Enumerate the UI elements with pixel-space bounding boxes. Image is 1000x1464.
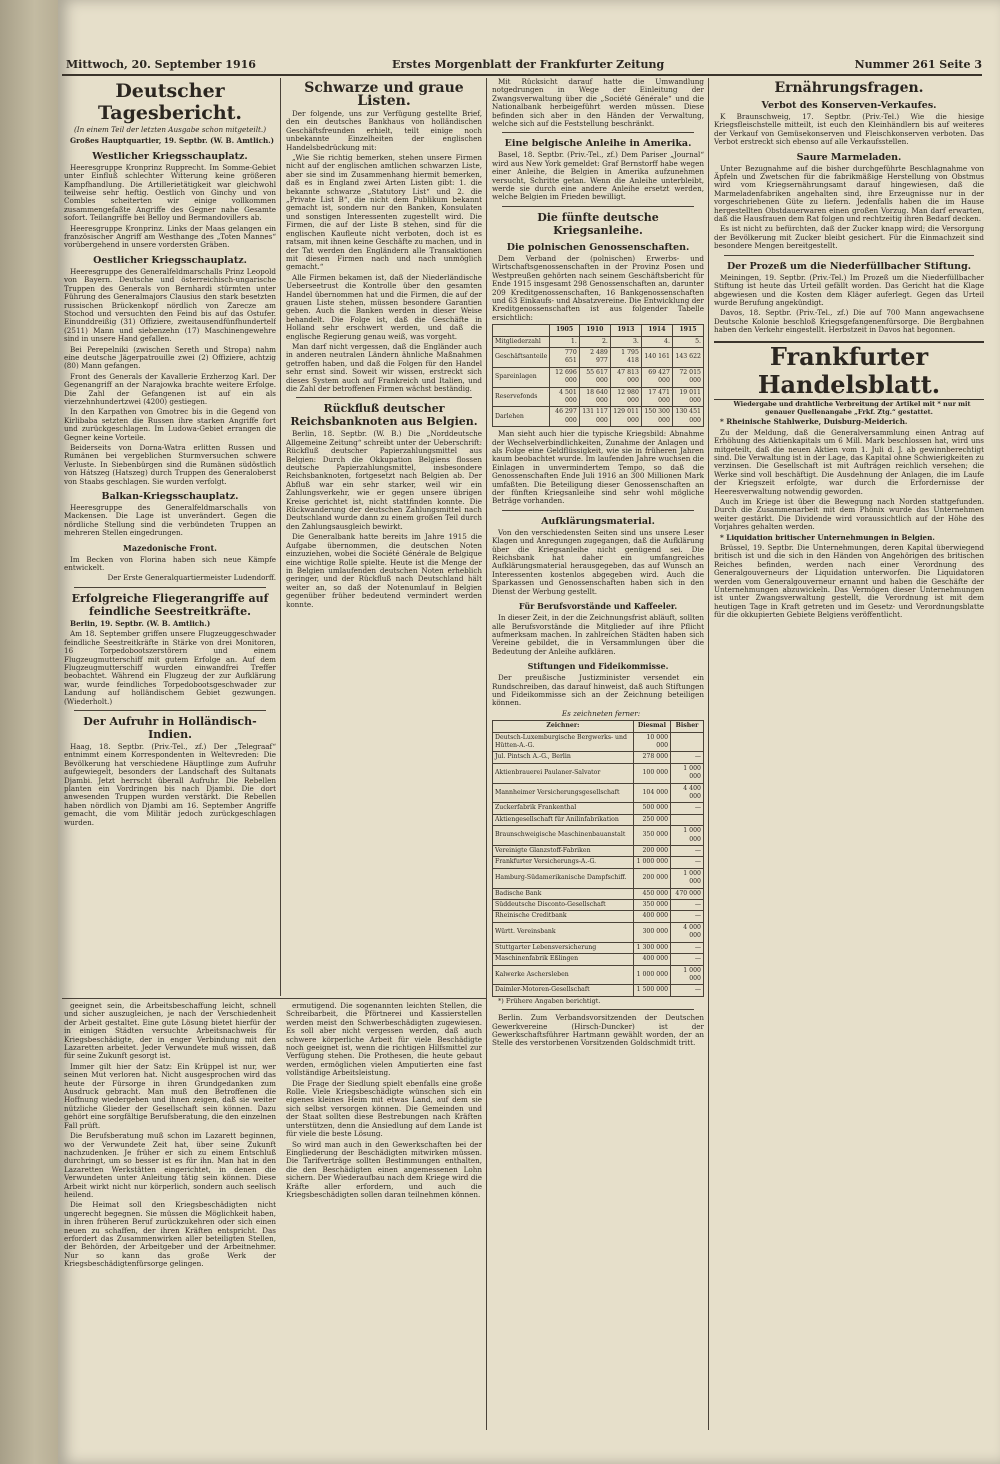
divider [74,587,266,588]
table-header-cell: 1914 [641,325,672,336]
headline-fliegerangriffe: Erfolgreiche Fliegerangriffe auf feindliche Seestreitkräfte. [71,591,269,618]
table-cell: Kalwerke Aschersleben [493,965,634,985]
paragraph: Bei Perepelniki (zwischen Sereth und Stropa) nahm eine deutsche Jägerpatrouille zwei (2) Offiziere, achtzig (80) Mann gefangen. [64,344,276,371]
table-cell [671,814,704,825]
table-cell: 72 015 000 [672,367,703,387]
table-cell: 1 000 000 [671,965,704,985]
table-cell: 19 011 000 [672,387,703,407]
table-row [493,752,704,763]
paragraph: geeignet sein, die Arbeitsbeschaffung leicht, schnell und sicher auszugleichen, je nach der Verschiedenheit der Arbeit gestaltet. Eine gute Lösung bietet hierfür der in einigen Städten versuchte Arbeitsnachweis für Kriegsbeschädigte, der in enger Verbindung mit den Lazaretten arbeitet. Jeder Verwundete muß wissen, daß für seine Zukunft gesorgt ist. [64,1002,276,1061]
table-header-row [493,721,704,732]
paragraph: Mit Rücksicht darauf hatte die Umwandlung notgedrungen in Wege der Einleitung der Zwangsverwaltung über die „Société Générale“ und die Nationalbank herbeigeführt werden müssen. Diese befinden sich aber in den Händen der Verwaltung, welche sich auf die Feststellung beschränkt. [492,78,704,129]
paragraph: Man sieht auch hier die typische Kriegsbild: Abnahme der Wechselverbindlichkeiten, Zunahme der Anlagen und als Folge eine Geldflüssigkeit, wie sie in früheren Jahren kaum beobachtet wurde. Im laufenden Jahre wuchsen die Einlagen in unvermindertem Tempo, so daß die Genossenschaften Ende Juli 1916 an 300 Millionen Mark umfaßten. Die Beteiligung dieser Genossenschaften an der fünften Kriegsanleihe sind sehr wohl mögliche Beträge vorhanden. [492,429,704,506]
table-cell: 3. [610,336,641,347]
table-cell: 450 000 [633,888,670,899]
divider [502,206,694,207]
table-cell: 5. [672,336,703,347]
table-cell: 130 451 000 [672,407,703,427]
table-row [493,985,704,996]
paragraph: Im Becken von Florina haben sich neue Kämpfe entwickelt. [64,554,276,573]
paragraph: Es ist nicht zu befürchten, daß der Zucker knapp wird; die Versorgung der Bevölkerung mit Zucker bleibt gesichert. Für die Einmachzeit sind besondere Mengen bereitgestellt. [714,224,984,251]
handelsblatt-subtitle: Wiedergabe und drahtliche Verbreitung der Artikel mit * nur mit genauer Quellenangabe „Frkf. Ztg.“ gestattet. [733,399,971,416]
table-cell: Jul. Pintsch A.-G., Berlin [493,752,634,763]
table-cell: Geschäftsanteile [493,347,550,367]
headline-aufruhr: Der Aufruhr in Holländisch-Indien. [83,714,257,741]
paragraph: Zu der Meldung, daß die Generalversammlung einen Antrag auf Erhöhung des Aktienkapitals um 6 Mill. Mark beschlossen hat, wird uns mitgeteilt, daß die neuen Aktien vom 1. Juli d. J. ab gewinnberechtigt sind. Die Verwaltung ist in der Lage, das Kapital ohne Schwierigkeiten zu verzinsen. Die Gesellschaft ist mit Aufträgen reichlich versehen; die Werke sind voll beschäftigt. Die Ausdehnung der Anlagen, die im Laufe der Kriegszeit erfolgte, war durch die Erfordernisse der Heeresverwaltung notwendig geworden. [714,427,984,496]
paragraph: Der folgende, uns zur Verfügung gestellte Brief, den ein deutsches Bankhaus von holländischen Geschäftsfreunden erhielt, teilt einige noch unbekannte Einzelheiten der englischen Handelsbedrückung mit: [286,109,482,152]
table-cell: 4 400 000 [671,783,704,803]
table-cell: 278 000 [633,752,670,763]
paragraph: In dieser Zeit, in der die Zeichnungsfrist abläuft, sollten alle Berufsvorstände die Mitglieder auf ihre Pflicht aufmerksam machen. In zahlreichen Städten haben sich Vereine gebildet, die in Versammlungen über die Bedeutung der Anleihe aufklären. [492,613,704,656]
table-cell: 140 161 [641,347,672,367]
table-row [493,407,704,427]
table-cell: 1 000 000 [671,826,704,846]
table-cell: 10 000 000 [633,732,670,752]
table-row [493,868,704,888]
paragraph: Alle Firmen bekamen ist, daß der Niederländische Ueberseetrust die Kontrolle über den gesamten Handel übernommen hat und die Firmen, die auf der grauen Liste stehen, müssen besondere Garantien geben. Auch die Banken werden in dieser Weise behandelt. Die Folge ist, daß die Geschäfte in Holland sehr erschwert werden, und daß die englische Regierung genau weiß, was vorgeht. [286,272,482,341]
masthead-paper: Erstes Morgenblatt der Frankfurter Zeitung [392,58,665,71]
column-rule [280,78,281,996]
genossenschaften-table [492,324,704,427]
table-cell: Mitgliederzahl [493,336,550,347]
table-row [493,336,704,347]
table-cell: Deutsch-Luxemburgische Bergwerks- und Hütten-A.-G. [493,732,634,752]
table-cell: Reservefonds [493,387,550,407]
paragraph: Beiderseits von Dorna-Watra erlitten Russen und Rumänen bei vergeblichen Sturmversuchen schwere Verluste. In Siebenbürgen sind die Rumänen südöstlich von Hátszeg (Hatszeg) durch Truppen des Generaloberst von Staabs geschlagen. Sie wurden verfolgt. [64,443,276,486]
paragraph: Auch im Kriege ist über die Bewegung nach Norden stattgefunden. Durch die Zusammenarbeit mit dem Phönix wurde das Unternehmen weiter gestärkt. Die Dividende wird voraussichtlich auf der Höhe des Vorjahres gehalten werden. [714,497,984,532]
signature: Der Erste Generalquartiermeister Ludendorff. [107,573,276,583]
table-cell: Aktienbrauerei Paulaner-Salvator [493,763,634,783]
paragraph: Die Berufsberatung muß schon im Lazarett beginnen, wo der Verwundete Zeit hat, über seine Zukunft nachzudenken. Je früher er sich zu einem Entschluß durchringt, um so besser ist es für ihn. Man hat in den Lazaretten Werkstätten eingerichtet, in denen die Verwundeten unter Anleitung tätig sein können. Diese Arbeit wirkt nicht nur körperlich, sondern auch seelisch heilend. [64,1131,276,1199]
paragraph: Die Heimat soll den Kriegsbeschädigten nicht ungerecht begegnen. Sie müssen die Möglichkeit haben, in ihren früheren Beruf zurückzukehren oder sich einen neuen zu schaffen, der ihren Kräften entspricht. Das erfordert das Zusammenwirken aller beteiligten Stellen, der Behörden, der Arbeitgeber und der Arbeitnehmer. Nur so kann das große Werk der Kriegsbeschädigtenfürsorge gelingen. [64,1200,276,1269]
heading-marmeladen: Saure Marmeladen. [796,151,902,163]
table-cell: 1 000 000 [671,763,704,783]
table-cell: 1 300 000 [633,942,670,953]
table-cell: 500 000 [633,803,670,814]
headline-prozess: Der Prozeß um die Niederfüllbacher Stiftung. [726,260,972,272]
table-row [493,965,704,985]
table-cell: — [671,942,704,953]
headline-aufklaerung: Aufklärungsmaterial. [541,515,655,527]
column-3 [492,78,704,1430]
paragraph: Dem Verband der (polnischen) Erwerbs- und Wirtschaftsgenossenschaften in der Provinz Posen und Westpreußen gehörten nach seinem Geschäftsbericht für Ende 1915 insgesamt 298 Genossenschaften an, darunter 209 Kreditgenossenschaften, 16 Bankgenossenschaften und 63 Einkaufs- und Absatzvereine. Die Entwicklung der Kreditgenossenschaften ist aus folgender Tabelle ersichtlich: [492,253,704,322]
heading-oestlicher: Oestlicher Kriegsschauplatz. [93,254,247,266]
paragraph: Heeresgruppe des Generalfeldmarschalls Prinz Leopold von Bayern. Deutsche und österreichisch-ungarische Truppen des Generals von Bernhardi stürmten unter Führung des Generalmajors Clausius den stark besetzten russischen Brückenkopf nördlich von Zarecze am Stochod und versuchten den Feind bis auf das Ostufer. Einunddreißig (31) Offiziere, zweitausendfünfhundertelf (2511) Mann und siebenzehn (17) Maschinengewehre sind in unsere Hand gefallen. [64,266,276,344]
zeichner-title: Es zeichneten ferner: [561,708,641,718]
paragraph: Haag, 18. Septbr. (Priv.-Tel., zf.) Der „Telegraaf“ entnimmt einem Korrespondenten in Weltevreden: Die Bevölkerung hat verschiedene Häuptlinge zum Aufruhr aufgewiegelt, besonders der Landschaft des Sultanats Djambi. Jetzt herrscht überall Aufruhr. Die Rebellen planten ein Vordringen bis nach Djambi. Die dort anwesenden Truppen wurden verstärkt. Die Rebellen haben nördlich von Djambi am 16. September Angriffe gemacht, die vom Militär jedoch zurückgeschlagen wurden. [64,741,276,827]
table-cell: 350 000 [633,900,670,911]
divider [296,397,472,398]
table-row [493,954,704,965]
divider [724,255,974,256]
table-cell: 18 640 000 [579,387,610,407]
table-cell: 250 000 [633,814,670,825]
table-cell: — [671,911,704,922]
table-cell [671,732,704,752]
headline-belgische-anleihe: Eine belgische Anleihe in Amerika. [504,138,692,150]
table-cell: 143 622 [672,347,703,367]
table-cell: 1 000 000 [633,857,670,868]
headline-genossenschaften: Die polnischen Genossenschaften. [506,241,690,253]
paragraph: Brüssel, 19. Septbr. Die Unternehmungen, deren Kapital überwiegend britisch ist und die sich in den Händen von Angehörigen des britischen Reiches befinden, werden nach einer Verordnung des Generalgouverneurs der Liquidation unterworfen. Die Liquidatoren werden vom Generalgouverneur ernannt und haben die Geschäfte der Unternehmungen abzuwickeln. Das Vermögen dieser Unternehmungen ist unter Zwangsverwaltung gestellt, die Verordnung ist mit dem heutigen Tage in Kraft getreten und im Gesetz- und Verordnungsblatte für die okkupierten Gebiete Belgiens veröffentlicht. [714,543,984,620]
table-cell: 400 000 [633,954,670,965]
paragraph: Am 18. September griffen unsere Flugzeuggeschwader feindliche Seestreitkräfte in Stärke von drei Monitoren, 16 Torpedobootszerstörern und einem Flugzeugmutterschiff mit gutem Erfolge an. Auf dem Flugzeugmutterschiff wurden einwandfrei Treffer beobachtet. Während ein Flugzeug der zur Aufklärung war, wurde feindliches Torpedobootsgeschwader zur Landung auf holländischem Gebiet gezwungen. (Wiederholt.) [64,629,276,706]
paragraph: So wird man auch in den Gewerkschaften bei der Eingliederung der Beschädigten mitwirken müssen. Die Tarifverträge sollten Bestimmungen enthalten, die den Beschädigten einen angemessenen Lohn sichern. Der Wiederaufbau nach dem Kriege wird die Kräfte aller erfordern, und auch die Kriegsbeschädigten sollen daran teilnehmen können. [286,1139,482,1199]
table-cell: Braunschweigische Maschinenbauanstalt [493,826,634,846]
heading-westlicher: Westlicher Kriegsschauplatz. [92,150,248,162]
paragraph: K Braunschweig, 17. Septbr. (Priv.-Tel.) Wie die hiesige Kriegsfleischstelle mitteilt, ist euch den Kleinhändlern bis auf weiteres der Verkauf von Gemüsekonserven und Fleischkonserven verboten. Das Verbot erstreckt sich ebenso auf alle Verkaufsstellen. [714,112,984,147]
table-header-cell: 1913 [610,325,641,336]
table-row [493,888,704,899]
headline-rueckfluss: Rückfluß deutscher Reichsbanknoten aus Belgien. [290,402,478,429]
table-header-cell: Diesmal [633,721,670,732]
heading-mazedonische: Mazedonische Front. [123,542,217,553]
table-cell: 1 000 000 [671,868,704,888]
table-cell: Rheinische Creditbank [493,911,634,922]
table-row [493,732,704,752]
divider [502,510,694,511]
table-row [493,367,704,387]
table-cell: 12 980 000 [610,387,641,407]
table-header-cell: 1915 [672,325,703,336]
paragraph: Heeresgruppe Kronprinz. Links der Maas gelangen ein französischer Angriff am Westhange des „Toten Mannes“ vorübergehend in unsere vordersten Gräben. [64,223,276,250]
table-cell: Süddeutsche Disconto-Gesellschaft [493,900,634,911]
paragraph: Basel, 18. Septbr. (Priv.-Tel., zf.) Dem Pariser „Journal“ wird aus New York gemeldet: Graf Bernstorff habe wegen einer Anleihe, die Belgien in Amerika aufzunehmen versucht, Schritte getan. Wenn die Anleihe unterbleibt, werde sie durch eine andere Anleihe ersetzt werden, welche Belgien im Frieden bewilligt. [492,150,704,202]
table-cell: — [671,752,704,763]
table-row [493,826,704,846]
paragraph: Front des Generals der Kavallerie Erzherzog Karl. Der Gegenangriff an der Narajowka brachte weitere Erfolge. Die Zahl der Gefangenen ist auf ein als vierzehnhundertzwei (4200) gestiegen. [64,371,276,406]
table-cell: Mannheimer Versicherungsgesellschaft [493,783,634,803]
table-header-cell: 1910 [579,325,610,336]
table-cell: Badische Bank [493,888,634,899]
table-row [493,900,704,911]
table-cell: 104 000 [633,783,670,803]
table-cell: Spareinlagen [493,367,550,387]
heading-liquidation: * Liquidation britischer Unternehmungen in Belgien. [720,532,935,542]
bottom-column-2 [286,1002,482,1432]
masthead [62,58,982,76]
table-cell: 200 000 [633,846,670,857]
column-rule [486,78,487,1430]
table-cell: 1 795 418 [610,347,641,367]
table-cell: 1 000 000 [633,965,670,985]
table-row [493,803,704,814]
table-cell: 4. [641,336,672,347]
column-1 [64,78,276,994]
paragraph: „Wie Sie richtig bemerken, stehen unsere Firmen nicht auf der englischen amtlichen schwarzen Liste, aber sie sind im Zusammenhang hiermit bemerken, daß es in England zwei Arten Listen gibt: 1. die bekannte schwarze „Statutory List“ und 2. die „Private List B“, die nicht dem Publikum bekannt gemacht ist, sondern nur den Banken, Konsulaten und sonstigen Interessenten zugestellt wird. Die Firmen, die auf der Liste B stehen, sind für die englischen Kaufleute nicht verboten, doch ist es ratsam, mit ihnen keine Geschäfte zu machen, und in der Tat werden den Engländern alle Transaktionen mit diesen Firmen nach und nach unmöglich gemacht.“ [286,153,482,272]
table-header-cell: 1905 [550,325,579,336]
paragraph: In den Karpathen von Gmotrec bis in die Gegend von Kirlibaba setzten die Russen ihre starken Angriffe fort und zurückgeschlagen. Im Ludowa-Gebiet errangen die Gegner keine Vorteile. [64,407,276,442]
table-cell: 770 651 [550,347,579,367]
table-cell: 55 617 000 [579,367,610,387]
zeichner-note: *) Frühere Angaben berichtigt. [498,996,601,1005]
table-cell: 46 297 000 [550,407,579,427]
table-cell: 2. [579,336,610,347]
paragraph: Die Frage der Siedlung spielt ebenfalls eine große Rolle. Viele Kriegsbeschädigte wünschen sich ein eigenes kleines Heim mit etwas Land, auf dem sie sich selbst versorgen können. Die Gemeinden und der Staat sollten diese Bestrebungen nach Kräften unterstützen, denn die Ansiedlung auf dem Lande ist für viele die beste Lösung. [286,1078,482,1139]
heading-stiftungen: Stiftungen und Fideikommisse. [527,661,669,672]
paragraph: ermutigend. Die sogenannten leichten Stellen, die Schreibarbeit, die Pförtnerei und Kassierstellen werden meist den Schwerbeschädigten zugewiesen. Es soll aber nicht vergessen werden, daß auch schwere körperliche Arbeit für viele Beschädigte noch geeignet ist, wenn die richtigen Hilfsmittel zur Verfügung stehen. Die Prothesen, die heute gebaut werden, ermöglichen vielen Amputierten eine fast vollständige Arbeitsleistung. [286,1002,482,1078]
paragraph: Davos, 18. Septbr. (Priv.-Tel., zf.) Die auf 700 Mann angewachsene Deutsche Kolonie beschloß Kriegsgefangenenfürsorge. Die Bergbahnen haben den Verkehr eingestellt. Herbstzeit in Davos hat begonnen. [714,308,984,335]
table-row [493,911,704,922]
table-header-cell: Bisher [671,721,704,732]
table-cell: Daimler-Motoren-Gesellschaft [493,985,634,996]
table-cell: — [671,857,704,868]
table-cell: 400 000 [633,911,670,922]
table-row [493,942,704,953]
table-cell: 47 813 000 [610,367,641,387]
table-cell: 470 000 [671,888,704,899]
table-cell: Darlehen [493,407,550,427]
table-cell: 200 000 [633,868,670,888]
headline-kriegsanleihe: Die fünfte deutsche Kriegsanleihe. [537,210,659,237]
divider [502,1009,694,1010]
table-cell: — [671,954,704,965]
table-cell: 129 011 000 [610,407,641,427]
heading-berufsvorstaende: Für Berufsvorstände und Kaffeeler. [518,601,678,612]
section-rule [62,998,486,999]
table-row [493,783,704,803]
table-cell: — [671,803,704,814]
column-2 [286,78,482,994]
tagesbericht-dateline: Großes Hauptquartier, 19. Septbr. (W. B. Amtlich.) [70,136,275,146]
table-cell: Zuckerfabrik Frankenthal [493,803,634,814]
table-row [493,922,704,942]
table-cell: Vereinigte Glanzstoff-Fabriken [493,846,634,857]
paragraph: Man darf nicht vergessen, daß die Engländer auch in anderen neutralen Ländern ähnliche Maßnahmen getroffen haben, und daß die Folgen für den Handel sehr ernst sind. Soweit wir wissen, erstreckt sich dieses System auch auf Frankreich und Italien, und die Zahl der betroffenen Firmen wächst beständig. [286,341,482,393]
paragraph: Der preußische Justizminister versendet ein Rundschreiben, das darauf hinweist, daß auch Stiftungen und Fideikommisse sich an der Zeichnung beteiligen können. [492,673,704,708]
table-cell: 150 300 000 [641,407,672,427]
table-row [493,387,704,407]
paragraph: Heeresgruppe des Generalfeldmarschalls von Mackensen. Die Lage ist unverändert. Gegen die nördliche Stellung sind die verbündeten Truppen an mehreren Stellen eingedrungen. [64,503,276,538]
table-cell: Frankfurter Versicherungs-A.-G. [493,857,634,868]
paragraph: Immer gilt hier der Satz: Ein Krüppel ist nur, wer seinen Mut verloren hat. Nicht ausgesprochen wird das heute der Fürsorge in ihren Grundgedanken zum Ausdruck gebracht. Man muß den Betroffenen die Hoffnung wiedergeben und ihnen zeigen, daß sie weiter nützliche Glieder der Gesellschaft sein können. Dazu gehört eine sorgfältige Berufsberatung, die den einzelnen Fall prüft. [64,1061,276,1130]
table-cell: 131 117 000 [579,407,610,427]
table-cell: — [671,846,704,857]
column-4 [714,78,984,1430]
paragraph: Berlin, 18. Septbr. (W. B.) Die „Norddeutsche Allgemeine Zeitung“ schreibt unter der Ueberschrift: Rückfluß deutscher Papierzahlungsmittel aus Belgien: Durch die Okkupation Belgiens flossen deutsche Papierzahlungsmittel, insbesondere Reichsbanknoten, fortgesetzt nach Belgien ab. Der Abfluß war ein sehr starker, weil wir ein Zahlungsverkehr, wie er gegen unsere übrigen Kreise gerichtet ist, nicht stattfinden konnte. Die Rückwanderung der deutschen Zahlungsmittel nach Deutschland wurde dann zu einem großen Teil durch den Zahlungsausgleich bewirkt. [286,429,482,531]
divider [74,710,266,711]
divider [502,132,694,133]
table-cell: 69 427 000 [641,367,672,387]
headline-schwarze-listen: Schwarze und graue Listen. [304,80,464,109]
table-cell: 300 000 [633,922,670,942]
masthead-date: Mittwoch, 20. September 1916 [66,58,256,71]
flieger-dateline: Berlin, 19. Septbr. (W. B. Amtlich.) [70,618,211,628]
bottom-column-1 [64,1002,276,1432]
paragraph: Unter Bezugnahme auf die bisher durchgeführte Beschlagnahme von Äpfeln und Zwetschen für die fabrikmäßige Herstellung von Obstmus wird vom Kriegsernährungsamt darauf hingewiesen, daß die Marmeladenfabriken angehalten sind, ihre Erzeugnisse nur in der vorgeschriebenen Güte zu liefern. Jedenfalls haben die im Hause hergestellten Obstdauerwaren einen großen Vorzug. Man darf erwarten, daß die Hausfrauen dem Rat folgen und rechtzeitig ihren Bedarf decken. [714,163,984,224]
column-rule [708,78,709,1430]
heading-rheinische-stahlwerke: * Rheinische Stahlwerke, Duisburg-Meiderich. [720,417,908,427]
paragraph: Die Generalbank hatte bereits im Jahre 1915 die Aufgabe übernommen, die deutschen Noten einzuziehen, wobei die Société Générale de Belgique eine wichtige Rolle spielte. Heute ist die Menge der in Belgien umlaufenden deutschen Noten erheblich geringer, und der Rückfluß nach Deutschland hält weiter an, so daß der Notenumlauf in Belgien gegenüber früher bedeutend vermindert werden konnte. [286,532,482,609]
table-cell: 350 000 [633,826,670,846]
table-cell: 17 471 000 [641,387,672,407]
table-row [493,814,704,825]
headline-ernaehrungsfragen: Ernährungsfragen. [774,80,924,96]
table-cell: 12 696 000 [550,367,579,387]
table-row [493,763,704,783]
heading-balkan: Balkan-Kriegsschauplatz. [101,491,239,503]
paragraph: Berlin. Zum Verbandsvorsitzenden der Deutschen Gewerkvereine (Hirsch-Duncker) ist der Gewerkschaftsführer Hartmann gewählt worden, der an Stelle des verstorbenen Vorsitzenden Goldschmidt tritt. [492,1013,704,1048]
table-header-cell: Zeichner: [493,721,634,732]
table-cell: Aktiengesellschaft für Anilinfabrikation [493,814,634,825]
newspaper-page [58,0,1000,1464]
table-cell: Maschinenfabrik Eßlingen [493,954,634,965]
handelsblatt-title: Frankfurter Handelsblatt. [714,341,984,400]
headline-tagesbericht: Deutscher Tagesbericht. [97,80,243,124]
table-header-row [493,325,704,336]
table-row [493,846,704,857]
paragraph: Heeresgruppe Kronprinz Rupprecht. Im Somme-Gebiet unter Einfluß schlechter Witterung keine größeren Kampfhandlung. Die Artillerietätigkeit war gleichwohl teilweise sehr heftig. Oestlich von Ginchy und von Combles scheiterten wir einige vollkommen zusammengefaßte Angriffe des Gegner nahe Gesamte sofort. Teilangriffe bei Belloy und Bermandovillers ab. [64,162,276,223]
table-cell: Stuttgarter Lebensversicherung [493,942,634,953]
zeichner-table [492,720,704,997]
table-cell: — [671,985,704,996]
table-cell: 2 489 977 [579,347,610,367]
table-cell: — [671,900,704,911]
heading-konserven: Verbot des Konserven-Verkaufes. [761,100,937,111]
table-row [493,857,704,868]
table-cell: 1 500 000 [633,985,670,996]
table-header-cell [493,325,550,336]
masthead-page: Nummer 261 Seite 3 [854,58,982,71]
table-cell: 4 000 000 [671,922,704,942]
table-cell: Hamburg-Südamerikanische Dampfschiff. [493,868,634,888]
paragraph: Meiningen, 19. Septbr. (Priv.-Tel.) Im Prozeß um die Niederfüllbacher Stiftung ist heute das Urteil gefällt worden. Das Gericht hat die Klage abgewiesen und die Kosten dem Kläger auferlegt. Gegen das Urteil wurde Berufung angekündigt. [714,272,984,307]
table-cell: 1. [550,336,579,347]
table-cell: 100 000 [633,763,670,783]
tagesbericht-note: (In einem Teil der letzten Ausgabe schon mitgeteilt.) [73,125,266,134]
paragraph: Von den verschiedensten Seiten sind uns unsere Leser Klagen und Anregungen zugegangen, daß die Aufklärung über die Kriegsanleihe nicht genügend sei. Die Reichsbank hat daher ein umfangreiches Aufklärungsmaterial herausgegeben, das auf Wunsch an Interessenten kostenlos abgegeben wird. Auch die Sparkassen und Genossenschaften haben sich in den Dienst der Werbung gestellt. [492,527,704,596]
table-cell: Württ. Vereinsbank [493,922,634,942]
table-row [493,347,704,367]
table-cell: 4 501 000 [550,387,579,407]
adjacent-page-strip [0,0,58,1464]
